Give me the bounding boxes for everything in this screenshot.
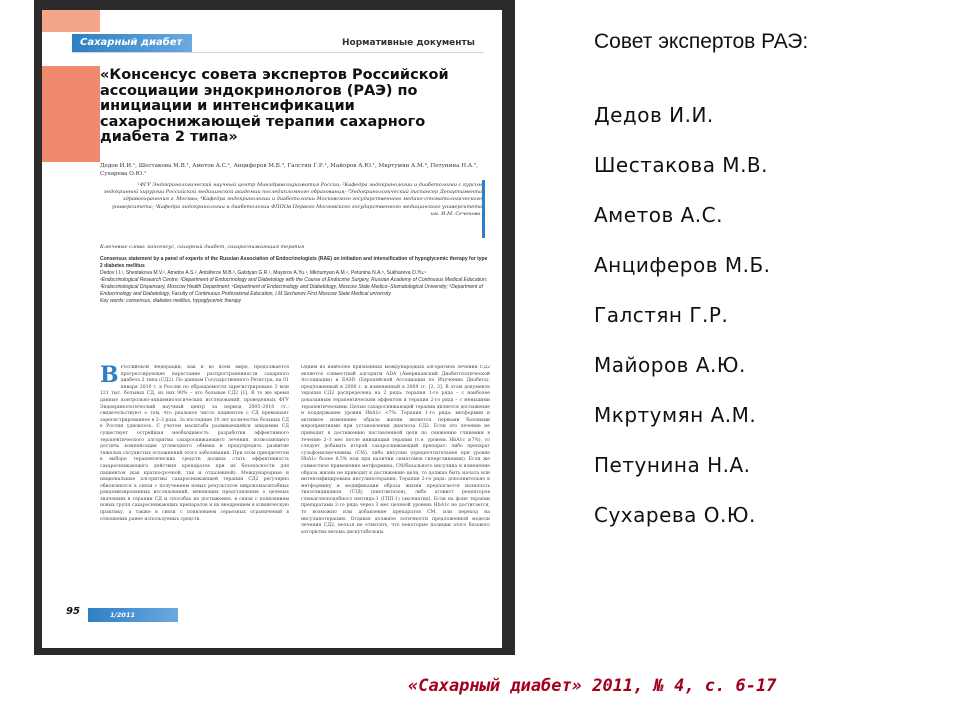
affiliations-rule: [482, 180, 485, 238]
drop-cap: В: [100, 365, 119, 388]
salmon-accent-bar: [42, 66, 100, 162]
journal-name-tab: Сахарный диабет: [72, 34, 192, 52]
expert-name: Шестакова М.В.: [594, 153, 769, 177]
journal-page-scan: [42, 10, 502, 648]
article-keywords: Ключевые слова: консенсус, сахарный диабет, сахароснижающая терапия: [100, 244, 305, 250]
article-column-right: Одним из наиболее признанных международных алгоритмов лечения СД2 является совместный алгоритм ADA (Американский Диабетологической Ассоциации) и EASD (Европейской Ассоциации по Изучению Диабета), предложенный в 2006 г. и измененный в 2009 гг. [2, 3]. В этом документе терапия СД2 распределена на 2 ряда: терапия 1-го ряда – с наиболее доказанным терапевтическим эффектом и терапия 2-го ряда – с меньшими терапевтическими. Целью сахароснижающей терапии является достижение и поддержание уровня HbA1c <7%. Терапия 1-го ряда: метформин и активное изменение образа жизни является первыми базовыми мероприятиями при установлении диагноза СД2. Если это лечение не приводит к достижению поставленной цели по снижению гликемии в течение 2–3 мес после инициации терапии (т.е. уровень HbA1c ≥7%), то следует добавить второй сахароснижающий препарат: либо препарат сульфонилмочевины (СМ), либо инсулин (предпочтительнее при уровне HbA1c более 8,5% или при наличии симптомов гипергликемии). Если же совместное применение метформина, СМ/базального инсулина и изменение образа жизни не приводит к достижению цели, то должна быть начата или интенсифицирована инсулинотерапия. Терапия 2-го ряда: дополнительно к метформину и модификации образа жизни предлагается назначать тиазолидиндион (ТЗД) (пиоглитазон), либо агонист рецепторов глюкагоноподобного пептида-1 (ГПП-1) (эксенатид). Если на фоне терапии препаратами 2-го ряда через 3 мес целевой уровень HbA1c не достигается, то возможно или добавление препаратов СМ, или переход на инсулинотерапию. Отдавая должное логичности предложенной модели лечения СД2, нельзя не отметить, что некоторые позиции этого базового алгоритма весьма дискутабельны.: [301, 365, 490, 535]
council-heading: Совет экспертов РАЭ:: [594, 30, 809, 53]
expert-name: Петунина Н.А.: [594, 453, 751, 477]
article-body-columns: [100, 365, 490, 610]
issue-footer-bar: 1/2011: [88, 608, 178, 622]
english-title: Consensus statement by a panel of experts of the Russian Association of Endocrinologists (RAE) on initiation and intensification of hypoglycemic therapy for type 2 diabetes mellitus: [100, 256, 488, 269]
article-authors: Дедов И.И.¹, Шестакова М.В.¹, Аметов А.С.², Анциферов М.Б.³, Галстян Г.Р.¹, Майоров А.Ю.¹, Мкртумян А.М.⁴, Петунина Н.А.⁵, Сухарева О.Ю.¹: [100, 163, 478, 177]
article-column-left: [100, 365, 289, 610]
expert-name: Галстян Г.Р.: [594, 303, 729, 327]
article-affiliations: ¹ФГУ Эндокринологический научный центр Минздравсоцразвития России; ²Кафедра эндокринологии и диабетологии с курсом эндокринной хирургии Российской медицинской академии последипломного образования; ³Эндокринологический диспансер Департамента здравоохранения г. Москвы; ⁴Кафедра эндокринологии и диабетологии Московского государственного медико-стоматологического университета; ⁵Кафедра эндокринологии и диабетологии ФППОв Первого Московского государственного медицинского университета им. И.М. Сеченова.: [103, 182, 482, 217]
expert-name: Сухарева О.Ю.: [594, 503, 756, 527]
page-number: 95: [66, 606, 80, 617]
english-keywords: Key words: consensus, diabetes mellitus, hypoglycemic therapy: [100, 298, 242, 304]
expert-name: Аметов А.С.: [594, 203, 723, 227]
article-title: «Консенсус совета экспертов Российской ассоциации эндокринологов (РАЭ) по инициации и интенсификации сахароснижающей терапии сахарного диабета 2 типа»: [100, 67, 449, 145]
expert-name: Анциферов М.Б.: [594, 253, 771, 277]
section-tag: Нормативные документы: [342, 38, 475, 48]
expert-name: Майоров А.Ю.: [594, 353, 746, 377]
column-left-text: Российской Федерации, как и во всем мире, продолжается прогрессирующее нарастание распространенности сахарного диабета 2 типа (СД2). По данным Государственного Регистра, на 01 января 2010 г. в России по обращаемости зарегистрировано 3 млн 121 тыс. больных СД, из них 90% – это больные СД2 [1]. В то же время данные контрольно-эпидемиологических исследований, проведенных ФГУ Эндокринологический научный центр за период 2005–2010 гг., свидетельствуют о том, что реальное число пациентов с СД превышает зарегистрированное в 2–3 раза. За последние 10 лет количество больных СД в России удвоилось. С учетом масштаба развивающейся эпидемии СД существует острейшая необходимость разработки эффективного терапевтического алгоритма сахароснижающего лечения, позволяющего достичь компенсации углеводного обмена и предупредить развитие тяжелых сосудистых осложнений этого заболевания. При этом приоритетом в выборе терапевтических средств должна стать эффективность сахароснижающего действия препаратов при их безопасности для пациентов (как краткосрочной, так и отдаленной). Международные и национальные алгоритмы сахароснижающей терапии СД2 регулярно обновляются в связи с получением новых результатов широкомасштабных рандомизированных исследований, меняющих представления о целевых значениях в терапии СД и способах их достижения, в связи с появлением новых групп сахароснижающих препаратов и их внедрением в клиническую практику, а также в связи с появлением серьезных ограничений в отношении ранее используемых средств.: [100, 365, 289, 522]
salmon-accent-top: [42, 10, 100, 32]
source-citation: «Сахарный диабет» 2011, № 4, с. 6-17: [408, 676, 777, 696]
expert-name: Мкртумян А.М.: [594, 403, 757, 427]
english-abstract-block: [100, 256, 490, 305]
expert-name: Дедов И.И.: [594, 103, 714, 127]
expert-list: [594, 95, 771, 545]
english-affiliations: ¹Endocrinological Research Centre; ²Department of Endocrinology and Diabetology with the Course of Endocrine Surgery, Russian Academy of Continuous Medical Education; ³Endocrinological Dispensary, Moscow Health Department; ⁴Department of Endocrinology and Diabetology, Moscow State Medico–Stomatological University; ⁵Department of Endocrinology and Diabetology, Faculty of Continuous Professional Education, I.M.Sechenov First Moscow State Medical university: [100, 277, 488, 297]
english-authors: Dedov I.I.¹, Shestakova M.V.¹, Ametov A.S.², Antsiferov M.B.³, Galstyan G.R.¹, Mayorov A.Yu.¹, Mkrtumyan A.M.⁴, Petunina N.A.⁵, Sukhareva O.Yu.¹: [100, 270, 427, 276]
